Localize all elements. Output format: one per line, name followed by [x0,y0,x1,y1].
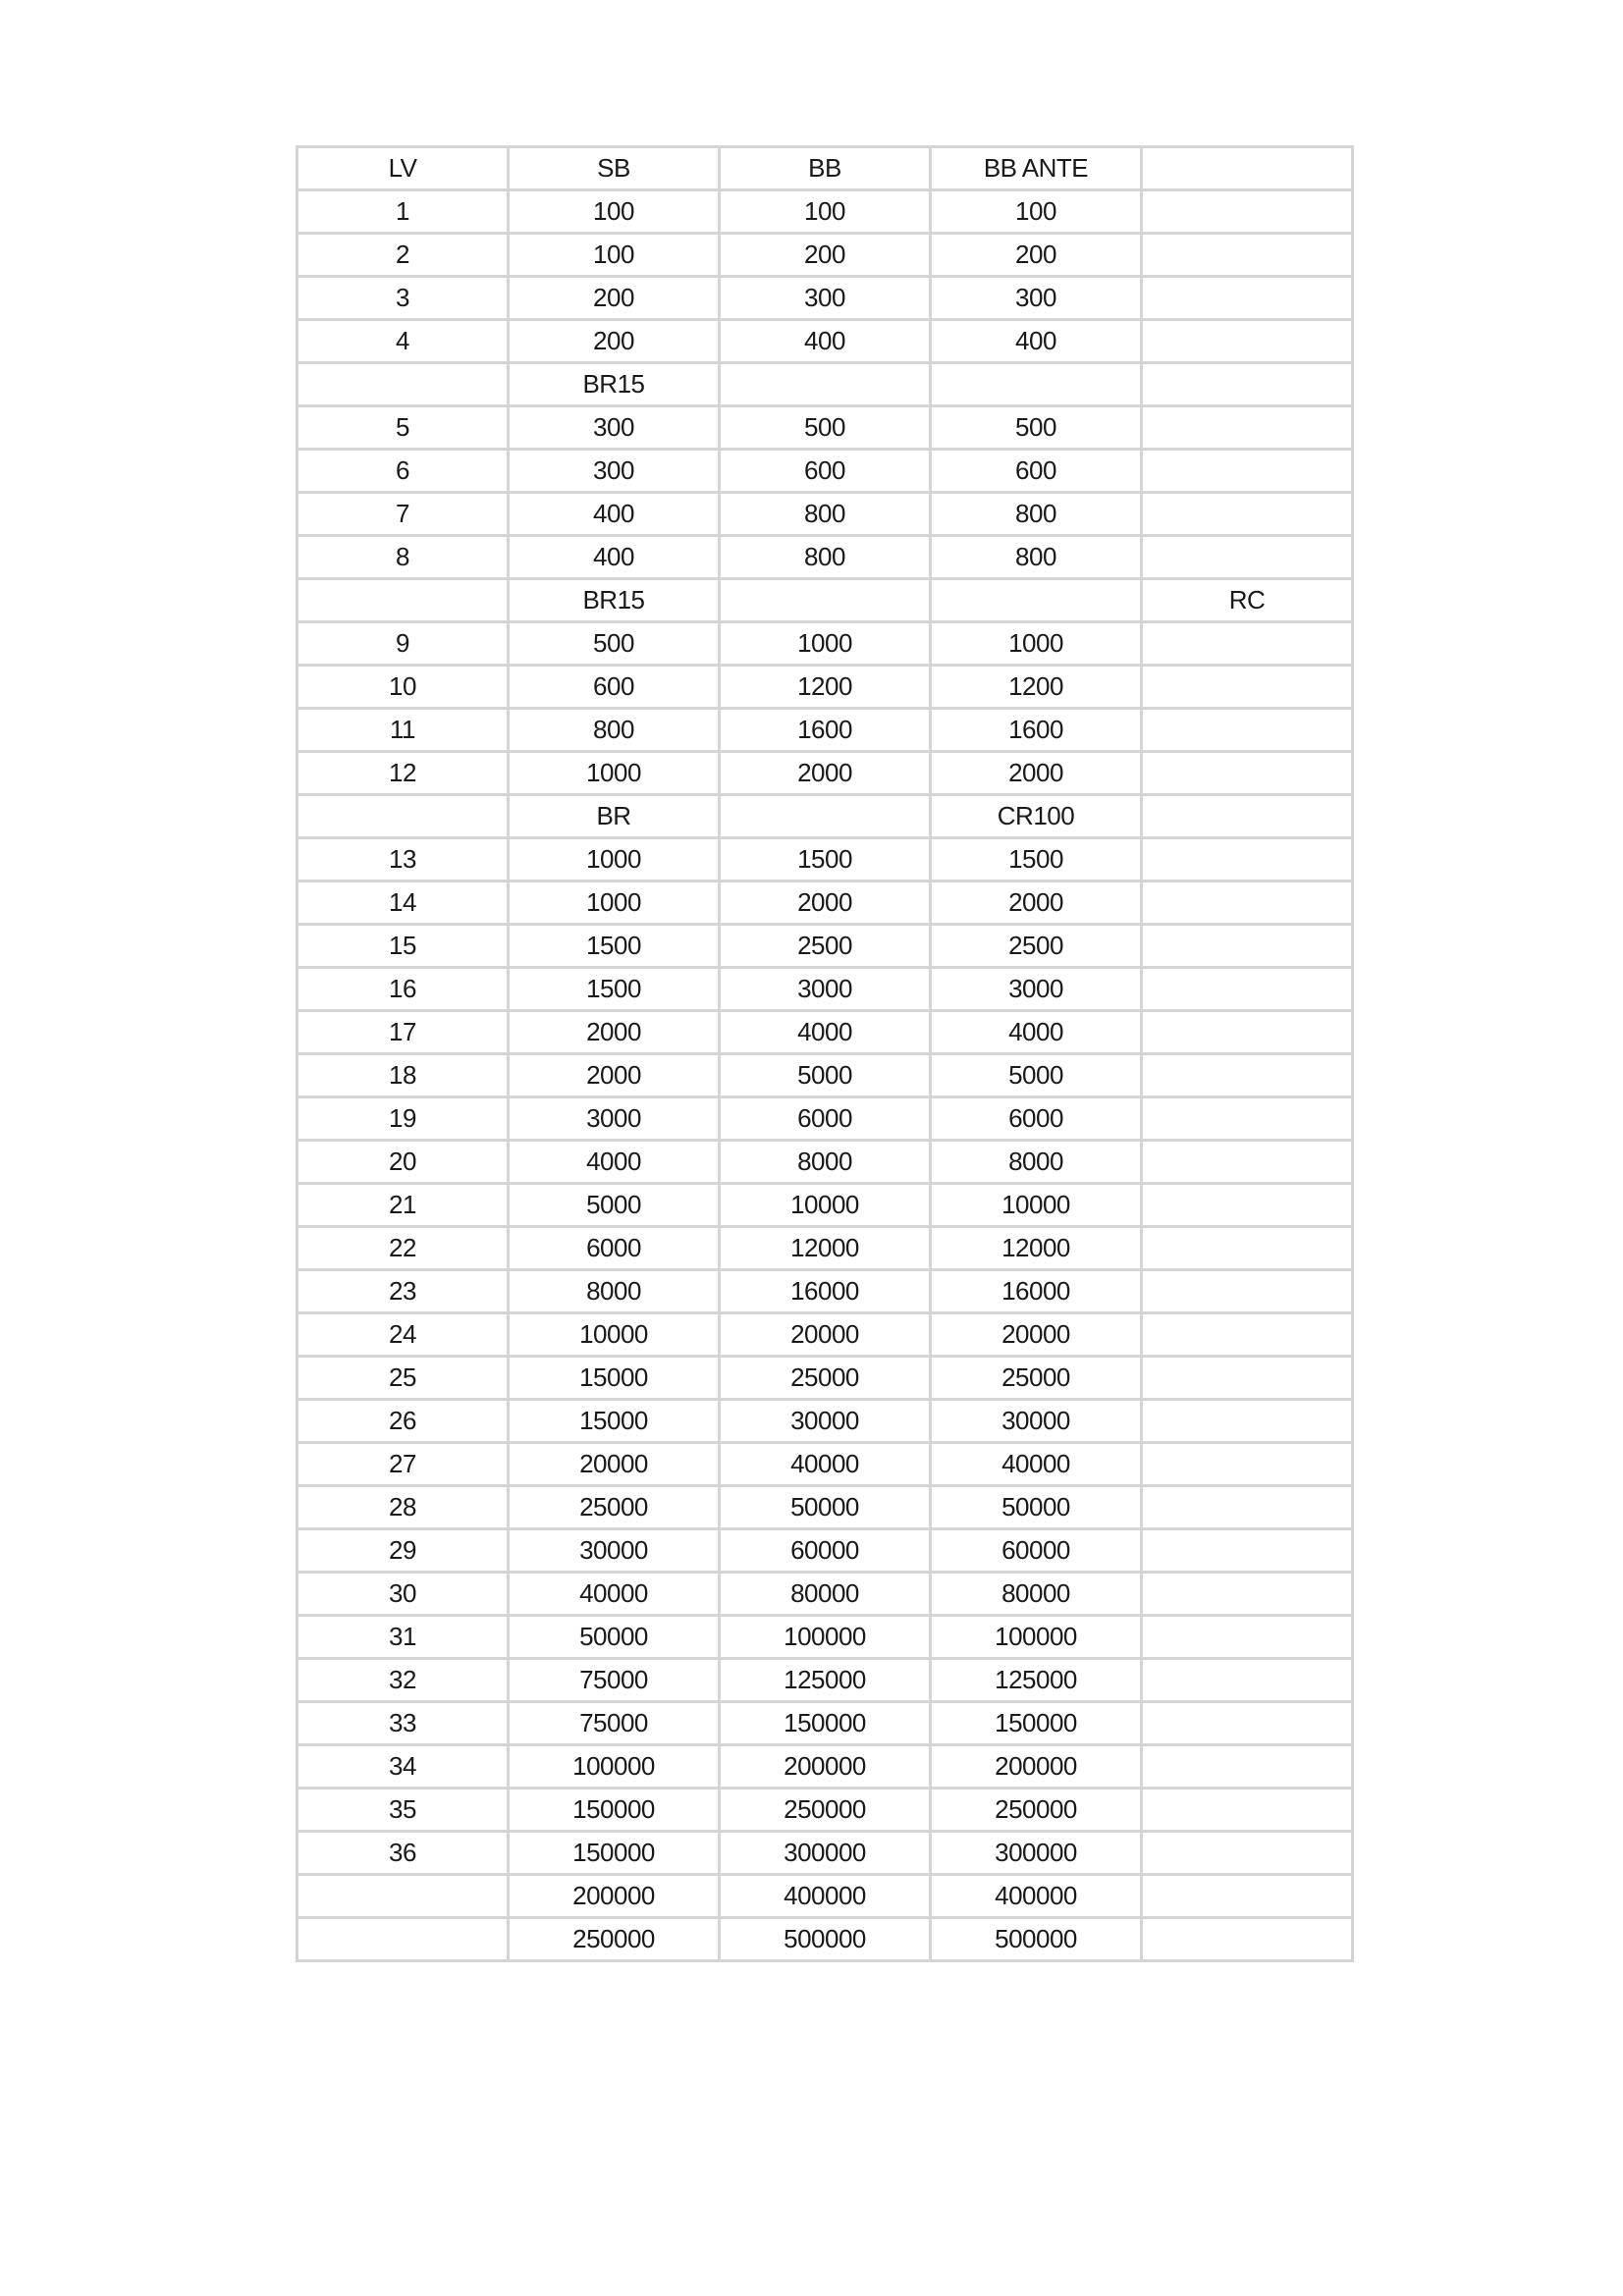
cell-bb: 1000 [720,622,931,666]
cell-bb-ante [931,363,1142,406]
cell-note [1142,1141,1353,1184]
cell-bb: 20000 [720,1313,931,1357]
cell-bb-ante: 16000 [931,1270,1142,1313]
cell-sb: 1500 [509,968,720,1011]
table-row [298,493,1353,536]
header-row [298,147,1353,190]
cell-note [1142,1616,1353,1659]
cell-sb: 1000 [509,838,720,881]
table-row [298,1529,1353,1573]
cell-lv: 28 [298,1486,509,1529]
cell-bb-ante: 3000 [931,968,1142,1011]
cell-note [1142,1573,1353,1616]
cell-bb-ante: 150000 [931,1702,1142,1745]
cell-lv: 5 [298,406,509,450]
cell-sb: 10000 [509,1313,720,1357]
cell-bb-ante: 125000 [931,1659,1142,1702]
cell-bb-ante: 600 [931,450,1142,493]
cell-bb [720,795,931,838]
cell-lv: 13 [298,838,509,881]
cell-sb: 100 [509,234,720,277]
cell-sb: 250000 [509,1918,720,1961]
cell-lv [298,1875,509,1918]
cell-sb: 25000 [509,1486,720,1529]
cell-sb: 5000 [509,1184,720,1227]
table-row [298,1486,1353,1529]
table-row [298,1745,1353,1789]
table-row [298,1875,1353,1918]
table-row [298,1184,1353,1227]
cell-bb: 40000 [720,1443,931,1486]
cell-sb: 15000 [509,1400,720,1443]
table-row [298,752,1353,795]
cell-bb-ante: 30000 [931,1400,1142,1443]
table-row [298,925,1353,968]
cell-bb: 5000 [720,1054,931,1097]
cell-sb: 600 [509,666,720,709]
cell-lv: 6 [298,450,509,493]
cell-note [1142,1227,1353,1270]
cell-bb-ante: 50000 [931,1486,1142,1529]
cell-sb: 200 [509,320,720,363]
cell-bb [720,579,931,622]
cell-lv: 21 [298,1184,509,1227]
table-row [298,1141,1353,1184]
cell-lv: 23 [298,1270,509,1313]
cell-bb: 200000 [720,1745,931,1789]
cell-lv: 24 [298,1313,509,1357]
cell-bb-ante: 12000 [931,1227,1142,1270]
cell-bb-ante: 500 [931,406,1142,450]
cell-bb-ante: 1000 [931,622,1142,666]
cell-bb-ante: 200 [931,234,1142,277]
table-row [298,622,1353,666]
cell-note [1142,1270,1353,1313]
cell-lv [298,579,509,622]
cell-bb-ante: 6000 [931,1097,1142,1141]
cell-lv: 12 [298,752,509,795]
cell-note [1142,1529,1353,1573]
cell-sb: 150000 [509,1832,720,1875]
cell-note [1142,795,1353,838]
cell-note [1142,1443,1353,1486]
cell-bb: 12000 [720,1227,931,1270]
cell-note [1142,406,1353,450]
cell-sb: 75000 [509,1659,720,1702]
cell-lv: 1 [298,190,509,234]
cell-bb-ante: 10000 [931,1184,1142,1227]
cell-note [1142,536,1353,579]
cell-lv: 20 [298,1141,509,1184]
cell-sb: 800 [509,709,720,752]
cell-sb: 4000 [509,1141,720,1184]
cell-sb: 200000 [509,1875,720,1918]
cell-lv: 31 [298,1616,509,1659]
cell-bb-ante: 1500 [931,838,1142,881]
cell-note [1142,234,1353,277]
cell-note [1142,838,1353,881]
cell-bb-ante: 1200 [931,666,1142,709]
cell-lv: 15 [298,925,509,968]
cell-bb: 4000 [720,1011,931,1054]
cell-sb: 400 [509,493,720,536]
cell-note [1142,450,1353,493]
cell-note [1142,622,1353,666]
cell-sb: BR15 [509,579,720,622]
cell-sb: 1000 [509,881,720,925]
cell-bb-ante: 40000 [931,1443,1142,1486]
cell-lv: 18 [298,1054,509,1097]
cell-note [1142,1011,1353,1054]
cell-bb-ante [931,579,1142,622]
cell-sb: 20000 [509,1443,720,1486]
cell-bb-ante: 250000 [931,1789,1142,1832]
cell-sb: 50000 [509,1616,720,1659]
cell-lv: 8 [298,536,509,579]
cell-lv: 32 [298,1659,509,1702]
table-row [298,450,1353,493]
cell-note [1142,666,1353,709]
cell-lv: 25 [298,1357,509,1400]
cell-lv: 36 [298,1832,509,1875]
cell-lv: 11 [298,709,509,752]
cell-bb-ante: 300 [931,277,1142,320]
header-cell-bb: BB [720,147,931,190]
table-row [298,406,1353,450]
cell-bb: 100 [720,190,931,234]
cell-bb: 10000 [720,1184,931,1227]
cell-bb: 16000 [720,1270,931,1313]
cell-bb: 1600 [720,709,931,752]
cell-note [1142,1745,1353,1789]
cell-bb: 600 [720,450,931,493]
cell-bb-ante: CR100 [931,795,1142,838]
cell-bb: 800 [720,493,931,536]
cell-bb: 2500 [720,925,931,968]
cell-lv: 35 [298,1789,509,1832]
cell-note [1142,363,1353,406]
table-body [298,147,1353,1961]
table-row [298,1097,1353,1141]
cell-sb: 15000 [509,1357,720,1400]
header-cell-note [1142,147,1353,190]
header-cell-bb-ante: BB ANTE [931,147,1142,190]
cell-bb-ante: 20000 [931,1313,1142,1357]
cell-note [1142,1054,1353,1097]
cell-bb-ante: 100 [931,190,1142,234]
cell-sb: 8000 [509,1270,720,1313]
cell-bb: 60000 [720,1529,931,1573]
cell-bb: 250000 [720,1789,931,1832]
table-row [298,1270,1353,1313]
cell-bb-ante: 500000 [931,1918,1142,1961]
cell-lv: 26 [298,1400,509,1443]
cell-note [1142,1313,1353,1357]
table-row [298,1573,1353,1616]
header-cell-sb: SB [509,147,720,190]
cell-note [1142,1875,1353,1918]
cell-note [1142,752,1353,795]
cell-note [1142,1357,1353,1400]
table-row [298,579,1353,622]
cell-bb: 800 [720,536,931,579]
cell-note [1142,1184,1353,1227]
table-row [298,1400,1353,1443]
cell-bb: 500 [720,406,931,450]
table-row [298,1227,1353,1270]
cell-lv: 30 [298,1573,509,1616]
table-row [298,968,1353,1011]
table-row [298,1702,1353,1745]
cell-sb: 100 [509,190,720,234]
cell-note [1142,320,1353,363]
cell-note [1142,1486,1353,1529]
cell-bb-ante: 4000 [931,1011,1142,1054]
cell-lv: 34 [298,1745,509,1789]
table-row [298,1443,1353,1486]
cell-lv: 33 [298,1702,509,1745]
cell-sb: 75000 [509,1702,720,1745]
cell-lv: 2 [298,234,509,277]
cell-note [1142,1659,1353,1702]
table-row [298,1832,1353,1875]
cell-bb: 400000 [720,1875,931,1918]
table-row [298,1918,1353,1961]
cell-bb: 300000 [720,1832,931,1875]
cell-lv [298,795,509,838]
cell-bb-ante: 1600 [931,709,1142,752]
cell-lv: 4 [298,320,509,363]
cell-bb-ante: 400 [931,320,1142,363]
cell-bb: 2000 [720,881,931,925]
cell-sb: 30000 [509,1529,720,1573]
cell-lv: 9 [298,622,509,666]
cell-bb: 8000 [720,1141,931,1184]
cell-sb: 40000 [509,1573,720,1616]
cell-bb-ante: 2000 [931,752,1142,795]
cell-bb: 80000 [720,1573,931,1616]
cell-bb-ante: 800 [931,536,1142,579]
cell-lv: 19 [298,1097,509,1141]
cell-sb: 500 [509,622,720,666]
cell-sb: 2000 [509,1054,720,1097]
blind-level-table [296,145,1354,1962]
cell-note [1142,1832,1353,1875]
cell-bb [720,363,931,406]
cell-lv: 14 [298,881,509,925]
table-row [298,1357,1353,1400]
cell-note [1142,190,1353,234]
table-row [298,277,1353,320]
cell-bb-ante: 200000 [931,1745,1142,1789]
cell-lv: 10 [298,666,509,709]
table-row [298,1659,1353,1702]
cell-sb: 150000 [509,1789,720,1832]
cell-bb: 125000 [720,1659,931,1702]
table-row [298,1789,1353,1832]
cell-bb: 50000 [720,1486,931,1529]
cell-sb: 1000 [509,752,720,795]
cell-note [1142,925,1353,968]
cell-note [1142,968,1353,1011]
cell-lv: 22 [298,1227,509,1270]
table-row [298,666,1353,709]
cell-lv: 16 [298,968,509,1011]
cell-sb: 300 [509,406,720,450]
cell-note [1142,1400,1353,1443]
cell-bb: 6000 [720,1097,931,1141]
cell-bb: 400 [720,320,931,363]
cell-lv: 3 [298,277,509,320]
header-cell-lv: LV [298,147,509,190]
cell-note [1142,709,1353,752]
cell-bb-ante: 2500 [931,925,1142,968]
cell-sb: 100000 [509,1745,720,1789]
cell-lv: 27 [298,1443,509,1486]
table-row [298,363,1353,406]
cell-note [1142,1702,1353,1745]
cell-note [1142,1097,1353,1141]
cell-bb-ante: 5000 [931,1054,1142,1097]
cell-bb: 3000 [720,968,931,1011]
cell-bb-ante: 100000 [931,1616,1142,1659]
table-row [298,709,1353,752]
cell-bb: 150000 [720,1702,931,1745]
cell-sb: 1500 [509,925,720,968]
cell-bb-ante: 80000 [931,1573,1142,1616]
table-row [298,838,1353,881]
cell-sb: 6000 [509,1227,720,1270]
cell-bb-ante: 60000 [931,1529,1142,1573]
cell-bb: 2000 [720,752,931,795]
cell-sb: 400 [509,536,720,579]
table-row [298,190,1353,234]
table-row [298,1313,1353,1357]
cell-bb-ante: 2000 [931,881,1142,925]
cell-bb-ante: 400000 [931,1875,1142,1918]
table-row [298,795,1353,838]
cell-sb: 300 [509,450,720,493]
cell-lv [298,363,509,406]
cell-note [1142,1918,1353,1961]
cell-sb: BR [509,795,720,838]
cell-note [1142,277,1353,320]
table-row [298,1011,1353,1054]
cell-sb: 3000 [509,1097,720,1141]
table-row [298,881,1353,925]
table-row [298,1616,1353,1659]
cell-sb: 2000 [509,1011,720,1054]
cell-bb-ante: 800 [931,493,1142,536]
cell-sb: BR15 [509,363,720,406]
cell-bb: 1200 [720,666,931,709]
cell-bb: 25000 [720,1357,931,1400]
cell-note [1142,881,1353,925]
cell-bb: 500000 [720,1918,931,1961]
cell-bb: 300 [720,277,931,320]
cell-bb-ante: 8000 [931,1141,1142,1184]
table-row [298,536,1353,579]
cell-lv: 17 [298,1011,509,1054]
cell-note: RC [1142,579,1353,622]
cell-bb-ante: 25000 [931,1357,1142,1400]
cell-bb: 1500 [720,838,931,881]
table-row [298,1054,1353,1097]
table-row [298,234,1353,277]
table-row [298,320,1353,363]
cell-bb: 30000 [720,1400,931,1443]
cell-lv [298,1918,509,1961]
cell-lv: 7 [298,493,509,536]
cell-bb: 200 [720,234,931,277]
cell-lv: 29 [298,1529,509,1573]
cell-note [1142,493,1353,536]
cell-sb: 200 [509,277,720,320]
cell-note [1142,1789,1353,1832]
cell-bb: 100000 [720,1616,931,1659]
cell-bb-ante: 300000 [931,1832,1142,1875]
